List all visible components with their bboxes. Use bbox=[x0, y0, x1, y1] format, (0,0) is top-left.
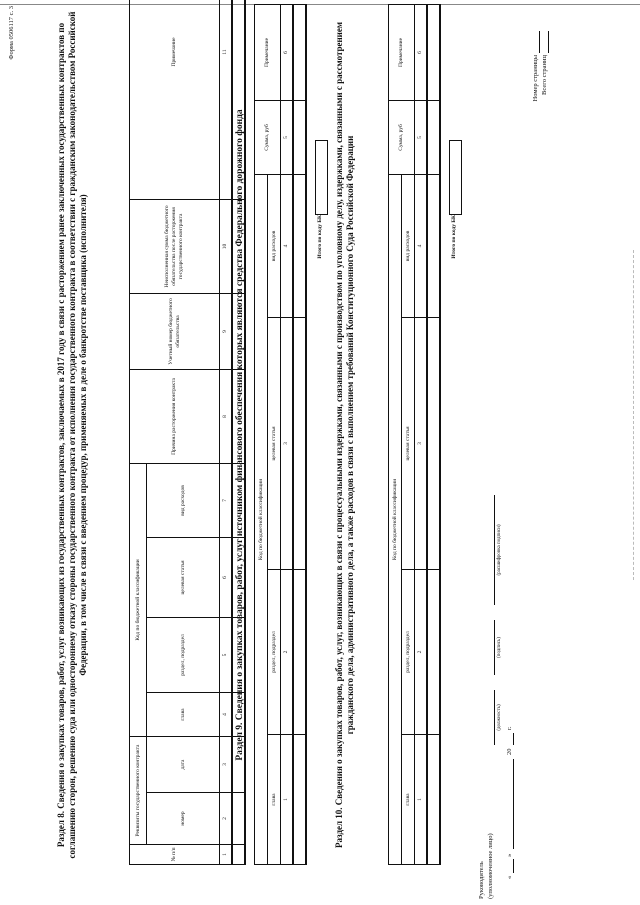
s10-num-4: 4 bbox=[415, 174, 428, 317]
s9-cell[interactable] bbox=[293, 4, 306, 100]
s9-group-kbk: Код по бюджетной классификации bbox=[255, 174, 268, 864]
s9-col-note: Примечание bbox=[255, 4, 281, 100]
s9-total-label: Итого по коду БК bbox=[317, 215, 323, 259]
s9-data-row bbox=[293, 4, 306, 864]
s10-cell[interactable] bbox=[427, 100, 440, 174]
date-quote-close: » bbox=[506, 853, 513, 857]
s10-col-sum: Сумма, руб bbox=[389, 100, 415, 174]
s8-num-1: 1 bbox=[220, 845, 233, 865]
pages-total-label: Всего страниц bbox=[541, 55, 548, 95]
s10-col-target: целевая статья bbox=[402, 318, 415, 570]
s10-num-5: 5 bbox=[415, 100, 428, 174]
section-8-title: Раздел 8. Сведения о закупках товаров, работ, услуг возникающих из государственных контрактов, заключаемых в 2017 году в связи с расторжением ранее заключенных государственных контрактов по соглашению сторон, решению суда или одностороннему отказу стороны государственного контракта от исполнения государственного контракта в соответствии с гражданским законодательством Российской Федерации, в том числе в связи с введением процедур, применяемых в деле о банкротстве поставщика (исполнителя) bbox=[56, 11, 88, 859]
s10-group-kbk: Код по бюджетной классификации bbox=[389, 174, 402, 864]
head-label: Руководитель bbox=[478, 861, 485, 899]
section-9-table bbox=[254, 4, 307, 865]
sign-line[interactable] bbox=[494, 620, 495, 675]
s10-total-label: Итого по коду БК bbox=[451, 215, 457, 259]
s8-num-3: 3 bbox=[220, 737, 233, 793]
s10-cell[interactable] bbox=[427, 4, 440, 100]
page-number-label: Номер страницы bbox=[532, 55, 539, 102]
s9-col-expense: вид расходов bbox=[268, 174, 281, 317]
form-code: Форма 0506117 с. 3 bbox=[8, 6, 15, 60]
s9-col-chapter: глава bbox=[268, 735, 281, 865]
s10-col-expense: вид расходов bbox=[402, 174, 415, 317]
s8-col-unfulfilled: Неисполненная сумма бюджетного обязательства после расторжения государственного контракта bbox=[130, 199, 220, 293]
s10-col-section: раздел, подраздел bbox=[402, 570, 415, 735]
s10-cell[interactable] bbox=[427, 174, 440, 317]
sign-caption: (подпись) bbox=[497, 637, 502, 658]
s10-num-1: 1 bbox=[415, 735, 428, 865]
s10-cell[interactable] bbox=[427, 735, 440, 865]
s9-cell[interactable] bbox=[293, 318, 306, 570]
s10-total-cell[interactable] bbox=[449, 140, 462, 215]
s8-num-2: 2 bbox=[220, 793, 233, 845]
s9-total-cell[interactable] bbox=[315, 140, 328, 215]
s8-col-target: целевая статья bbox=[147, 538, 220, 618]
s10-col-note: Примечание bbox=[389, 4, 415, 100]
s10-cell[interactable] bbox=[427, 318, 440, 570]
s9-num-5: 5 bbox=[281, 100, 294, 174]
s8-num-11: 11 bbox=[220, 0, 233, 199]
page-number-field[interactable] bbox=[539, 31, 540, 53]
s8-col-note: Примечание bbox=[130, 0, 220, 199]
s9-col-sum: Сумма, руб bbox=[255, 100, 281, 174]
s9-num-1: 1 bbox=[281, 735, 294, 865]
s8-num-7: 7 bbox=[220, 463, 233, 537]
s9-num-3: 3 bbox=[281, 318, 294, 570]
s8-group-kbk: Код по бюджетной классификации bbox=[130, 463, 147, 736]
s8-col-number: номер bbox=[147, 793, 220, 845]
date-year-prefix: 20 bbox=[506, 748, 513, 755]
date-month-line[interactable] bbox=[513, 759, 514, 849]
position-line[interactable] bbox=[494, 690, 495, 745]
s10-num-6: 6 bbox=[415, 4, 428, 100]
s8-num-8: 8 bbox=[220, 369, 233, 463]
s8-col-date: дата bbox=[147, 737, 220, 793]
s9-num-6: 6 bbox=[281, 4, 294, 100]
position-caption: (должность) bbox=[497, 704, 502, 731]
s10-data-row bbox=[427, 4, 440, 864]
s8-col-reason: Причина расторжения контракта bbox=[130, 369, 220, 463]
s8-num-9: 9 bbox=[220, 293, 233, 369]
s9-cell[interactable] bbox=[293, 735, 306, 865]
s8-num-4: 4 bbox=[220, 693, 233, 737]
section-10-table bbox=[388, 4, 441, 865]
s8-num-10: 10 bbox=[220, 199, 233, 293]
section-8-table bbox=[129, 0, 246, 865]
s10-col-chapter: глава bbox=[402, 735, 415, 865]
s9-col-section: раздел, подраздел bbox=[268, 570, 281, 735]
date-quote-open: « bbox=[506, 875, 513, 879]
s10-num-3: 3 bbox=[415, 318, 428, 570]
date-year-suffix: г. bbox=[506, 726, 513, 730]
s8-num-5: 5 bbox=[220, 618, 233, 693]
s8-num-6: 6 bbox=[220, 538, 233, 618]
s8-col-n: № п/п bbox=[130, 845, 220, 865]
s8-col-expense: вид расходов bbox=[147, 463, 220, 537]
pages-total-field[interactable] bbox=[548, 31, 549, 53]
s8-col-section: раздел, подраздел bbox=[147, 618, 220, 693]
s9-cell[interactable] bbox=[293, 174, 306, 317]
s9-cell[interactable] bbox=[293, 100, 306, 174]
s8-col-chapter: глава bbox=[147, 693, 220, 737]
s9-cell[interactable] bbox=[293, 570, 306, 735]
decode-caption: (расшифровка подписи) bbox=[497, 524, 502, 576]
s8-col-account: Учетный номер бюджетного обязательства bbox=[130, 293, 220, 369]
s9-num-4: 4 bbox=[281, 174, 294, 317]
date-year-line[interactable] bbox=[513, 733, 514, 745]
date-day-line[interactable] bbox=[513, 859, 514, 873]
s9-num-2: 2 bbox=[281, 570, 294, 735]
section-10-title: Раздел 10. Сведения о закупках товаров, работ, услуг, возникающих в связи с процессуальными издержками, связанными с производством по уголовному делу, издержками, связанными с рассмотрением гражданского дела, административного дела, а также расходов в связи с выполнением требований Конституционного Суда Российской Федерации bbox=[334, 22, 355, 848]
s8-group-contract: Реквизиты государственного контракта bbox=[130, 737, 147, 845]
s10-cell[interactable] bbox=[427, 570, 440, 735]
s10-num-2: 2 bbox=[415, 570, 428, 735]
decode-line[interactable] bbox=[494, 495, 495, 605]
section-9-title: Раздел 9. Сведения о закупках товаров, работ, услуг источником финансового обеспечения которых являются средства Федерального дорожного фонда bbox=[235, 109, 245, 761]
head-label-sub: (уполномоченное лицо) bbox=[487, 833, 494, 899]
s9-col-target: целевая статья bbox=[268, 318, 281, 570]
